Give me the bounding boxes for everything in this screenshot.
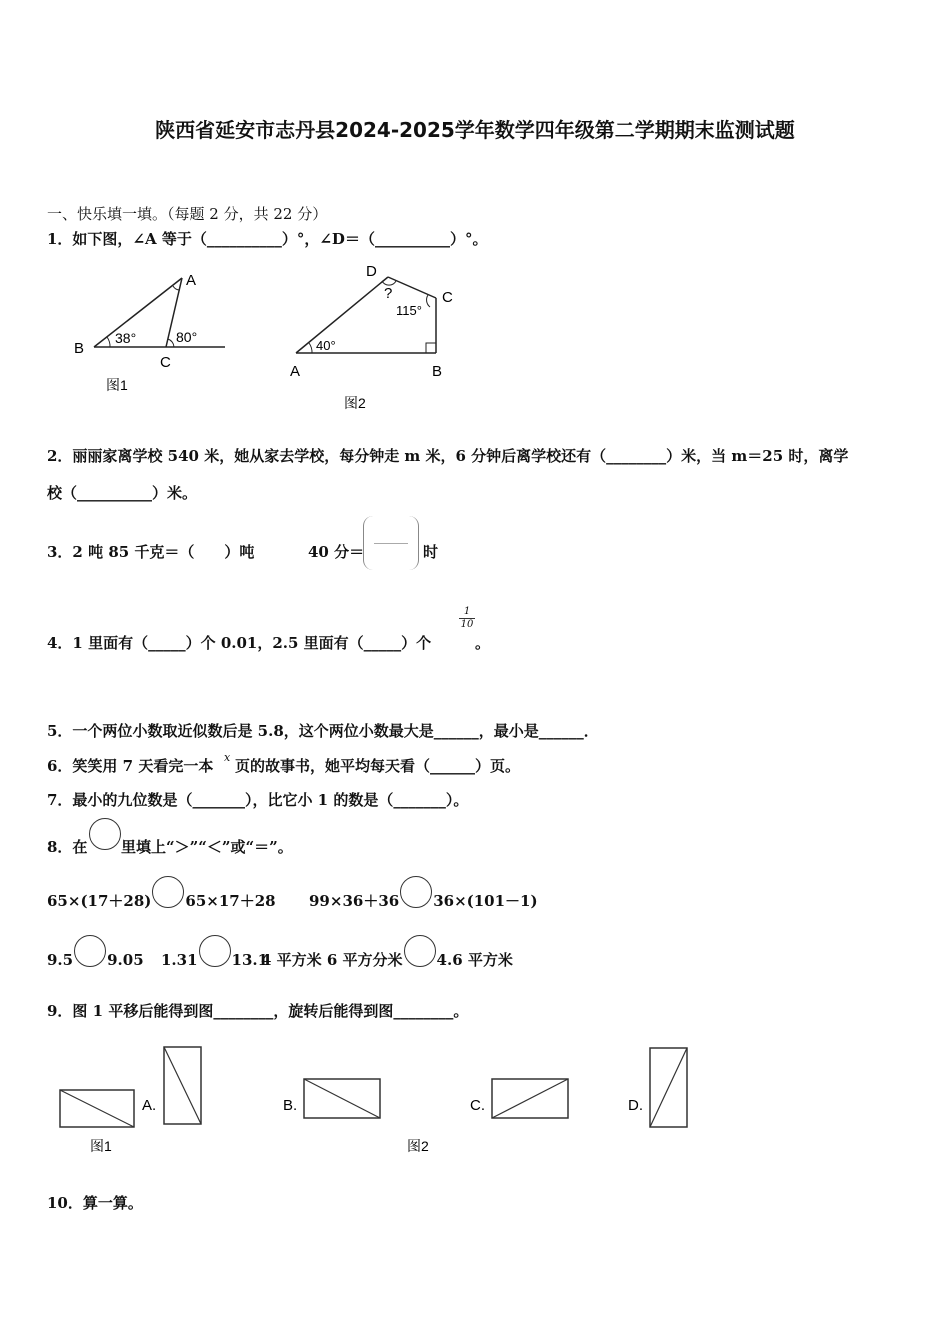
question-4-part-a: 4．1 里面有（_____）个 0.01，2.5 里面有（_____）个: [47, 634, 432, 652]
fig9-caption-2: 图2: [407, 1138, 429, 1154]
fig2-label-c: C: [442, 289, 453, 306]
question-3-part-b: 40 分＝: [308, 543, 365, 561]
question-6-part-b: 页的故事书，她平均每天看（______）页。: [235, 757, 521, 775]
fig2-label-d: D: [366, 263, 377, 280]
question-3-part-c: 时: [423, 543, 439, 561]
fig1-label-a: A: [186, 272, 197, 289]
fig2-angle-c: 115°: [396, 303, 422, 318]
fraction-bar: [374, 543, 408, 544]
compare-circle[interactable]: [400, 876, 432, 908]
compare-item: [261, 945, 513, 977]
fig9-option-b: B.: [283, 1097, 298, 1114]
compare-right: 9.05: [107, 951, 144, 969]
fig1-angle-c: 80°: [176, 329, 198, 345]
fig2-label-b: B: [432, 363, 443, 380]
fig9-option-a: A.: [142, 1097, 157, 1114]
page-title: 陕西省延安市志丹县2024-2025学年数学四年级第二学期期末监测试题: [155, 118, 795, 142]
question-8-part-a: 8．在: [47, 838, 88, 856]
fraction-denominator: 10: [460, 619, 474, 630]
fig1-angle-b: 38°: [115, 330, 137, 346]
compare-left: 99×36＋36: [309, 892, 400, 910]
question-2-line-1: 2．丽丽家离学校 540 米，她从家去学校，每分钟走 m 米，6 分钟后离学校还有（________）米，当 m＝25 时，离学: [47, 447, 849, 465]
compare-circle[interactable]: [404, 935, 436, 967]
question-6-part-a: 6．笑笑用 7 天看完一本: [47, 757, 214, 775]
fig1-label-c: C: [160, 354, 171, 371]
fig2-angle-a: 40°: [316, 338, 336, 353]
fig2-unknown: ?: [384, 285, 393, 302]
question-1: 1．如下图，∠A 等于（__________）°，∠D＝（__________）°。: [47, 230, 488, 248]
fig1-label-b: B: [74, 340, 85, 357]
fig9-caption-1: 图1: [90, 1138, 112, 1154]
question-2-line-2: 校（__________）米。: [47, 484, 198, 502]
figure-2-quadrilateral: [280, 258, 470, 413]
fraction-numerator: 1: [463, 606, 471, 617]
section-heading: 一、快乐填一填。（每题 2 分，共 22 分）: [47, 205, 328, 223]
compare-left: 1.31: [161, 951, 198, 969]
question-9: 9．图 1 平移后能得到图________，旋转后能得到图________。: [47, 1002, 469, 1020]
compare-item: [161, 945, 268, 977]
question-8-part-b: 里填上“＞”“＜”或“＝”。: [121, 838, 293, 856]
compare-right: 4.6 平方米: [436, 951, 513, 969]
compare-left: 9.5: [47, 951, 74, 969]
compare-item: [47, 945, 144, 977]
compare-item: [47, 886, 276, 918]
fig2-caption: 图2: [344, 395, 366, 411]
fraction-one-tenth: [459, 606, 475, 631]
compare-circle[interactable]: [152, 876, 184, 908]
compare-circle-example: [89, 818, 121, 850]
compare-right: 13.1: [231, 951, 269, 969]
compare-right: 65×17＋28: [185, 892, 276, 910]
compare-item: [309, 886, 538, 918]
fig2-label-a: A: [290, 363, 301, 380]
figure-9-rectangles: [50, 1040, 710, 1165]
fraction-answer-box: [363, 516, 419, 570]
question-7: 7．最小的九位数是（_______），比它小 1 的数是（_______）。: [47, 791, 469, 809]
fig9-option-d: D.: [628, 1097, 643, 1114]
question-5: 5．一个两位小数取近似数后是 5.8，这个两位小数最大是______，最小是______．: [47, 722, 599, 740]
question-3-part-a: 3．2 吨 85 千克＝（ ）吨: [47, 543, 255, 561]
figure-1-triangle: [70, 268, 230, 398]
variable-x: x: [224, 751, 231, 764]
question-4-part-b: 。: [475, 634, 491, 652]
compare-circle[interactable]: [74, 935, 106, 967]
compare-left: 4 平方米 6 平方分米: [261, 951, 403, 969]
compare-circle[interactable]: [199, 935, 231, 967]
question-10: 10．算一算。: [47, 1194, 143, 1212]
compare-left: 65×(17＋28): [47, 892, 152, 910]
fig1-caption: 图1: [106, 377, 128, 393]
fig9-option-c: C.: [470, 1097, 485, 1114]
compare-right: 36×(101－1): [433, 892, 538, 910]
